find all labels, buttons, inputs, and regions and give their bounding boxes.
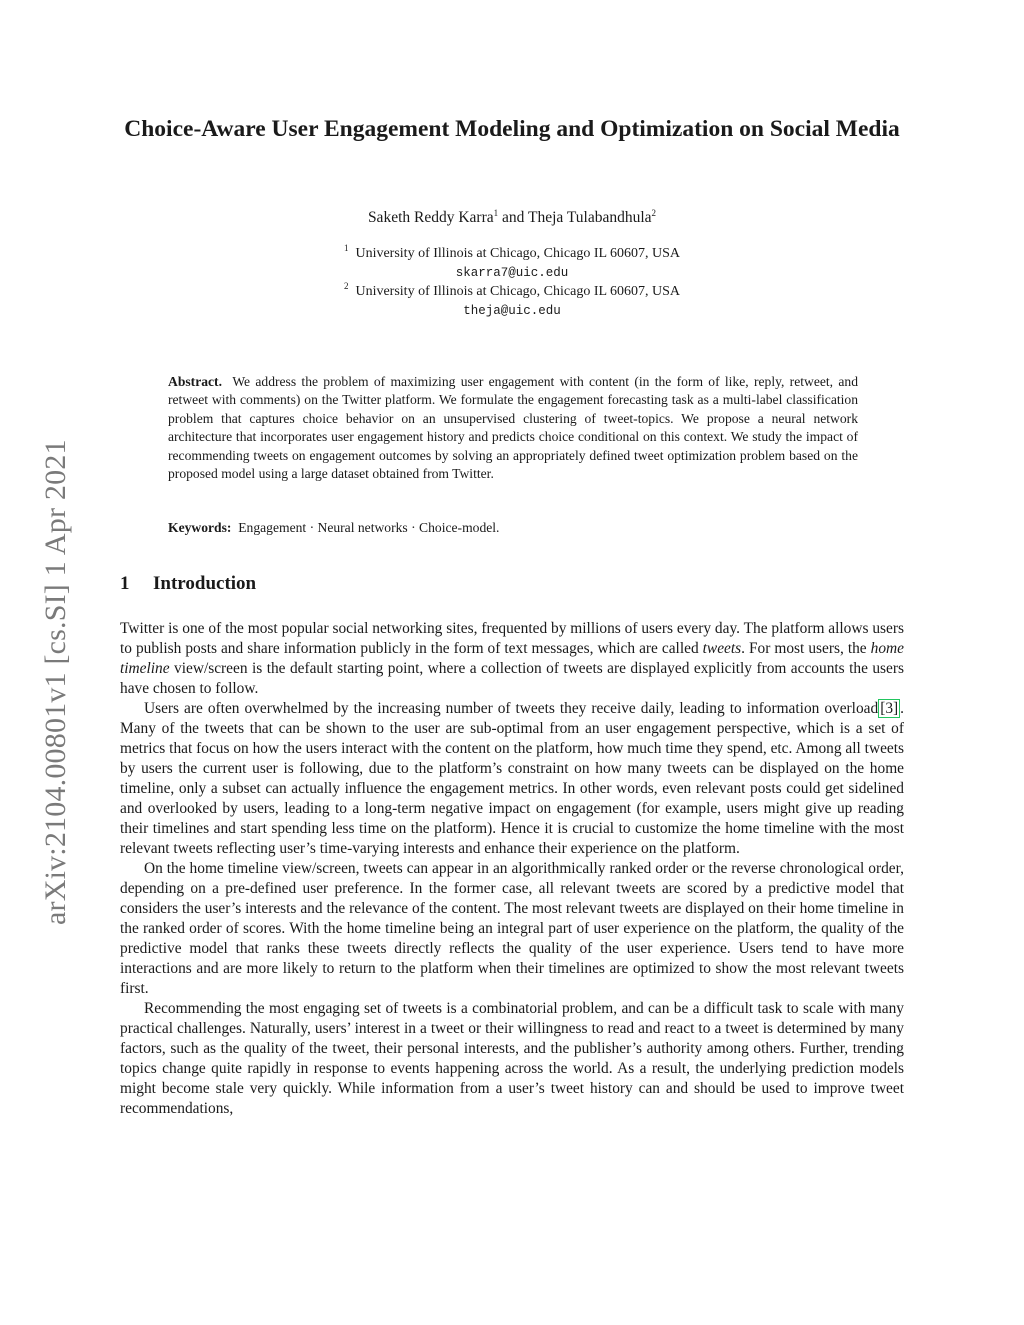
affiliation-text: University of Illinois at Chicago, Chicago IL 60607, USA <box>355 246 681 261</box>
affiliation-line <box>120 283 904 301</box>
paragraph-text: view/screen is the default starting point, where a collection of tweets are displayed explicitly from accounts the users have chosen to follow. <box>120 660 904 697</box>
abstract <box>168 373 858 483</box>
paragraph-text: . For most users, the <box>741 640 871 657</box>
affiliation-mark: 1 <box>493 208 499 218</box>
abstract-label: Abstract. <box>168 374 222 389</box>
paragraph-text: Users are often overwhelmed by the increasing number of tweets they receive daily, leading to information overload <box>144 700 879 717</box>
paragraph <box>120 619 904 699</box>
keywords-label: Keywords: <box>168 520 232 535</box>
affiliation-text: University of Illinois at Chicago, Chicago IL 60607, USA <box>355 284 681 299</box>
paragraph-text: . Many of the tweets that can be shown to the user are sub-optimal from an user engagement perspective, which is a set of metrics that focus on how the users interact with the content on the platform, how much time they spend, etc. Among all tweets by users the current user is following, due to the platform’s constraint on how many tweets can be displayed on the home timeline, only a subset can actually influence the engagement metrics. In other words, even relevant posts could get sidelined and overlooked by users, leading to a long-term negative impact on engagement (for example, users might give up reading their timelines and start spending less time on the platform). Hence it is crucial to customize the home timeline with the most relevant tweets reflecting user’s time-varying interests and enhance their experience on the platform. <box>120 700 904 857</box>
keywords <box>168 519 858 537</box>
author-email: theja@uic.edu <box>463 304 561 318</box>
affiliation-mark: 2 <box>651 208 657 218</box>
arxiv-identifier-stamp: arXiv:2104.00801v1 [cs.SI] 1 Apr 2021 <box>39 439 72 925</box>
paragraph <box>120 699 904 859</box>
keywords-text: Engagement · Neural networks · Choice-model. <box>238 520 500 535</box>
section-title: Introduction <box>153 573 257 594</box>
author-email: skarra7@uic.edu <box>455 266 569 280</box>
section-number: 1 <box>120 573 130 594</box>
paragraph: Recommending the most engaging set of tweets is a combinatorial problem, and can be a difficult task to scale with many practical challenges. Naturally, users’ interest in a tweet or their willingness to read and react to a tweet is determined by many factors, such as the quality of the tweet, their personal interests, and the publisher’s authority among others. Further, trending topics change quite rapidly in response to events happening across the world. As a result, the underlying prediction models might become stale very quickly. While information from a user’s tweet history can and should be used to improve tweet recommendations, <box>120 1000 904 1117</box>
emphasis-text: tweets <box>702 640 742 657</box>
introduction-body <box>120 619 904 1119</box>
affiliation-line <box>120 245 904 263</box>
affiliation-mark: 1 <box>343 243 349 253</box>
paper-title: Choice-Aware User Engagement Modeling and Optimization on Social Media <box>124 116 900 142</box>
author-line <box>120 208 904 228</box>
paragraph-text: Twitter is one of the most popular social networking sites, frequented by millions of users every day. The platform allows users to publish posts and share information publicly in the form of text messages, which are called <box>120 620 904 657</box>
author-name: Theja Tulabandhula <box>527 209 652 226</box>
paragraph: On the home timeline view/screen, tweets can appear in an algorithmically ranked order or the reverse chronological order, depending on a pre-defined user preference. In the former case, all relevant tweets are scored by a predictive model that considers the user’s interests and the relevance of the content. The most relevant tweets are displayed on their home timeline in the ranked order of scores. With the home timeline being an integral part of user experience on the platform, the quality of the predictive model that ranks these tweets directly reflects the quality of the user experience. Users tend to have more interactions and are more likely to return to the platform when their timelines are optimized to show the most relevant tweets first. <box>120 860 904 997</box>
citation-link[interactable]: [3] <box>880 700 899 717</box>
affiliation-mark: 2 <box>343 281 349 291</box>
author-conjunction: and <box>498 209 528 226</box>
author-name: Saketh Reddy Karra <box>367 209 494 226</box>
abstract-text: We address the problem of maximizing user engagement with content (in the form of like, reply, retweet, and retweet with comments) on the Twitter platform. We formulate the engagement forecasting task as a multi-label classification problem that captures choice behavior on an unsupervised clustering of tweet-topics. We propose a neural network architecture that incorporates user engagement history and predicts choice conditional on this context. We study the impact of recommending tweets on engagement outcomes by solving an appropriately defined tweet optimization problem based on the proposed model using a large dataset obtained from Twitter. <box>168 374 858 482</box>
emphasis-text: home timeline <box>120 640 904 677</box>
section-heading <box>120 572 256 596</box>
